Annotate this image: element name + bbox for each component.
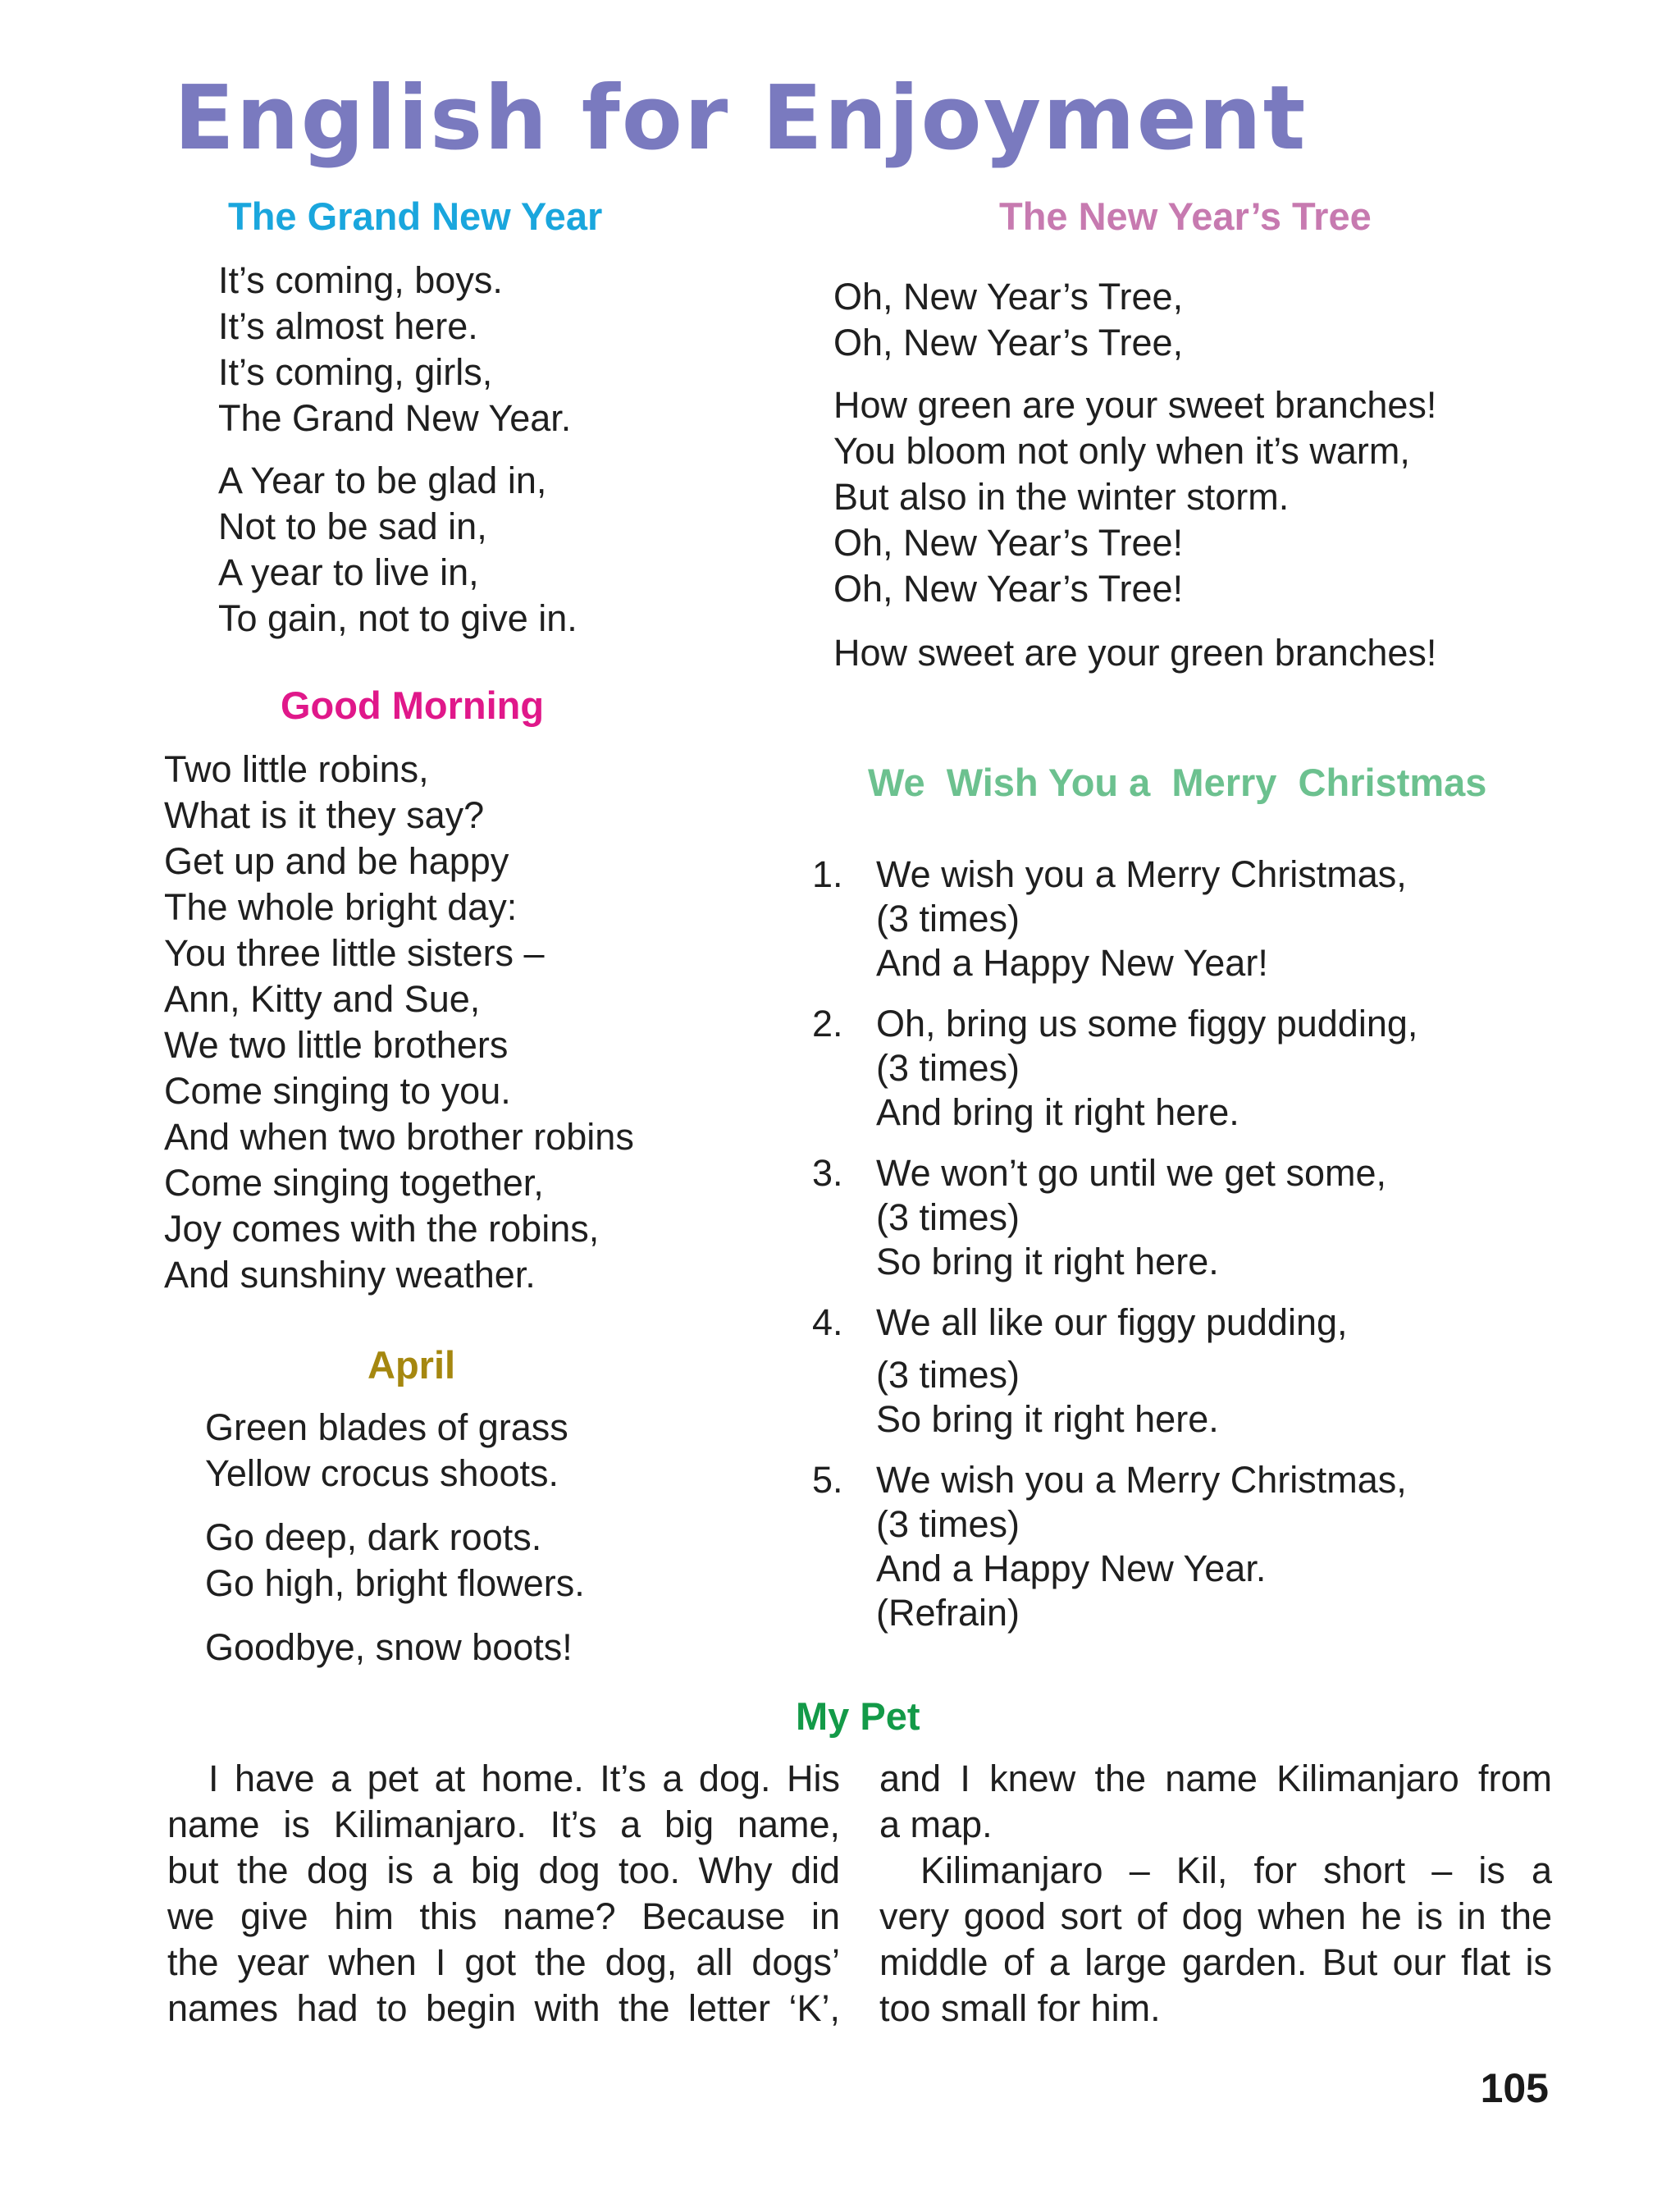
- poem-line: You bloom not only when it’s warm,: [833, 430, 1410, 472]
- poem-line: Oh, New Year’s Tree,: [833, 322, 1184, 363]
- story-line: the year when I got the dog, all dogs’: [167, 1941, 840, 1983]
- poem-line: Green blades of grass: [205, 1406, 568, 1448]
- poem-line: A year to live in,: [218, 551, 479, 593]
- poem-line: It’s coming, girls,: [218, 351, 493, 393]
- page-title: English for Enjoyment: [174, 67, 1308, 170]
- verse-number: 1.: [812, 853, 843, 895]
- verse-line: We wish you a Merry Christmas,: [876, 1459, 1407, 1501]
- verse-line: (3 times): [876, 1503, 1020, 1545]
- story-line: too small for him.: [879, 1987, 1161, 2029]
- verse-line: We all like our figgy pudding,: [876, 1301, 1348, 1343]
- verse-line: So bring it right here.: [876, 1241, 1219, 1282]
- poem-line: We two little brothers: [164, 1024, 509, 1066]
- poem-line: The whole bright day:: [164, 886, 518, 928]
- poem-title-merry-christmas: We Wish You a Merry Christmas: [868, 761, 1487, 804]
- verse-number: 3.: [812, 1152, 843, 1194]
- poem-line: But also in the winter storm.: [833, 476, 1290, 518]
- story-line: middle of a large garden. But our flat is: [879, 1941, 1552, 1983]
- poem-title-april: April: [368, 1343, 456, 1387]
- poem-line: You three little sisters –: [164, 932, 545, 974]
- poem-line: Go deep, dark roots.: [205, 1516, 542, 1558]
- story-left-column: [167, 1756, 840, 2032]
- poem-line: A Year to be glad in,: [218, 459, 547, 501]
- poem-line: Oh, New Year’s Tree,: [833, 276, 1184, 318]
- poem-line: Get up and be happy: [164, 840, 509, 882]
- verse-line: We won’t go until we get some,: [876, 1152, 1386, 1194]
- poem-line: Joy comes with the robins,: [164, 1208, 600, 1250]
- verse-number: 4.: [812, 1301, 843, 1343]
- poem-line: It’s almost here.: [218, 305, 478, 347]
- verse-number: 5.: [812, 1459, 843, 1501]
- story-right-column: [879, 1756, 1552, 2032]
- poem-line: Two little robins,: [164, 748, 429, 790]
- poem-line: Oh, New Year’s Tree!: [833, 568, 1184, 610]
- verse-line: (3 times): [876, 898, 1020, 939]
- poem-title-grand-new-year: The Grand New Year: [228, 194, 603, 238]
- poem-line: Goodbye, snow boots!: [205, 1626, 573, 1668]
- verse-line: Oh, bring us some figgy pudding,: [876, 1003, 1418, 1045]
- verse-line: And a Happy New Year!: [876, 942, 1268, 984]
- poem-line: How sweet are your green branches!: [833, 632, 1437, 674]
- verse-line: (Refrain): [876, 1592, 1020, 1634]
- poem-line: How green are your sweet branches!: [833, 384, 1437, 426]
- story-line: very good sort of dog when he is in the: [879, 1895, 1552, 1937]
- poem-line: Yellow crocus shoots.: [205, 1452, 559, 1494]
- verse-line: So bring it right here.: [876, 1398, 1219, 1440]
- story-line: Kilimanjaro – Kil, for short – is a: [920, 1849, 1552, 1891]
- poem-line: What is it they say?: [164, 794, 485, 836]
- story-title-my-pet: My Pet: [796, 1694, 920, 1738]
- story-line: and I knew the name Kilimanjaro from: [879, 1758, 1552, 1799]
- poem-line: Go high, bright flowers.: [205, 1562, 585, 1604]
- story-line: a map.: [879, 1803, 993, 1845]
- poem-line: The Grand New Year.: [218, 397, 572, 439]
- poem-line: To gain, not to give in.: [218, 597, 578, 639]
- verse-line: And a Happy New Year.: [876, 1547, 1267, 1589]
- poem-line: Not to be sad in,: [218, 505, 487, 547]
- poem-line: And sunshiny weather.: [164, 1254, 536, 1296]
- poem-line: It’s coming, boys.: [218, 259, 503, 301]
- poem-line: Come singing together,: [164, 1162, 544, 1204]
- verse-line: (3 times): [876, 1047, 1020, 1089]
- poem-title-good-morning: Good Morning: [281, 683, 545, 727]
- story-line: I have a pet at home. It’s a dog. His: [208, 1758, 840, 1799]
- verse-line: (3 times): [876, 1354, 1020, 1396]
- story-line: names had to begin with the letter ‘K’,: [167, 1987, 840, 2029]
- poem-line: Come singing to you.: [164, 1070, 511, 1112]
- story-line: we give him this name? Because in: [167, 1895, 840, 1937]
- story-line: but the dog is a big dog too. Why did: [167, 1849, 840, 1891]
- poem-line: Oh, New Year’s Tree!: [833, 522, 1184, 564]
- verse-number: 2.: [812, 1003, 843, 1045]
- story-line: name is Kilimanjaro. It’s a big name,: [167, 1803, 840, 1845]
- verse-line: And bring it right here.: [876, 1091, 1239, 1133]
- poem-line: And when two brother robins: [164, 1116, 634, 1158]
- page-number: 105: [1480, 2065, 1549, 2111]
- poem-line: Ann, Kitty and Sue,: [164, 978, 481, 1020]
- poem-title-new-years-tree: The New Year’s Tree: [999, 194, 1372, 238]
- verse-line: We wish you a Merry Christmas,: [876, 853, 1407, 895]
- verse-line: (3 times): [876, 1196, 1020, 1238]
